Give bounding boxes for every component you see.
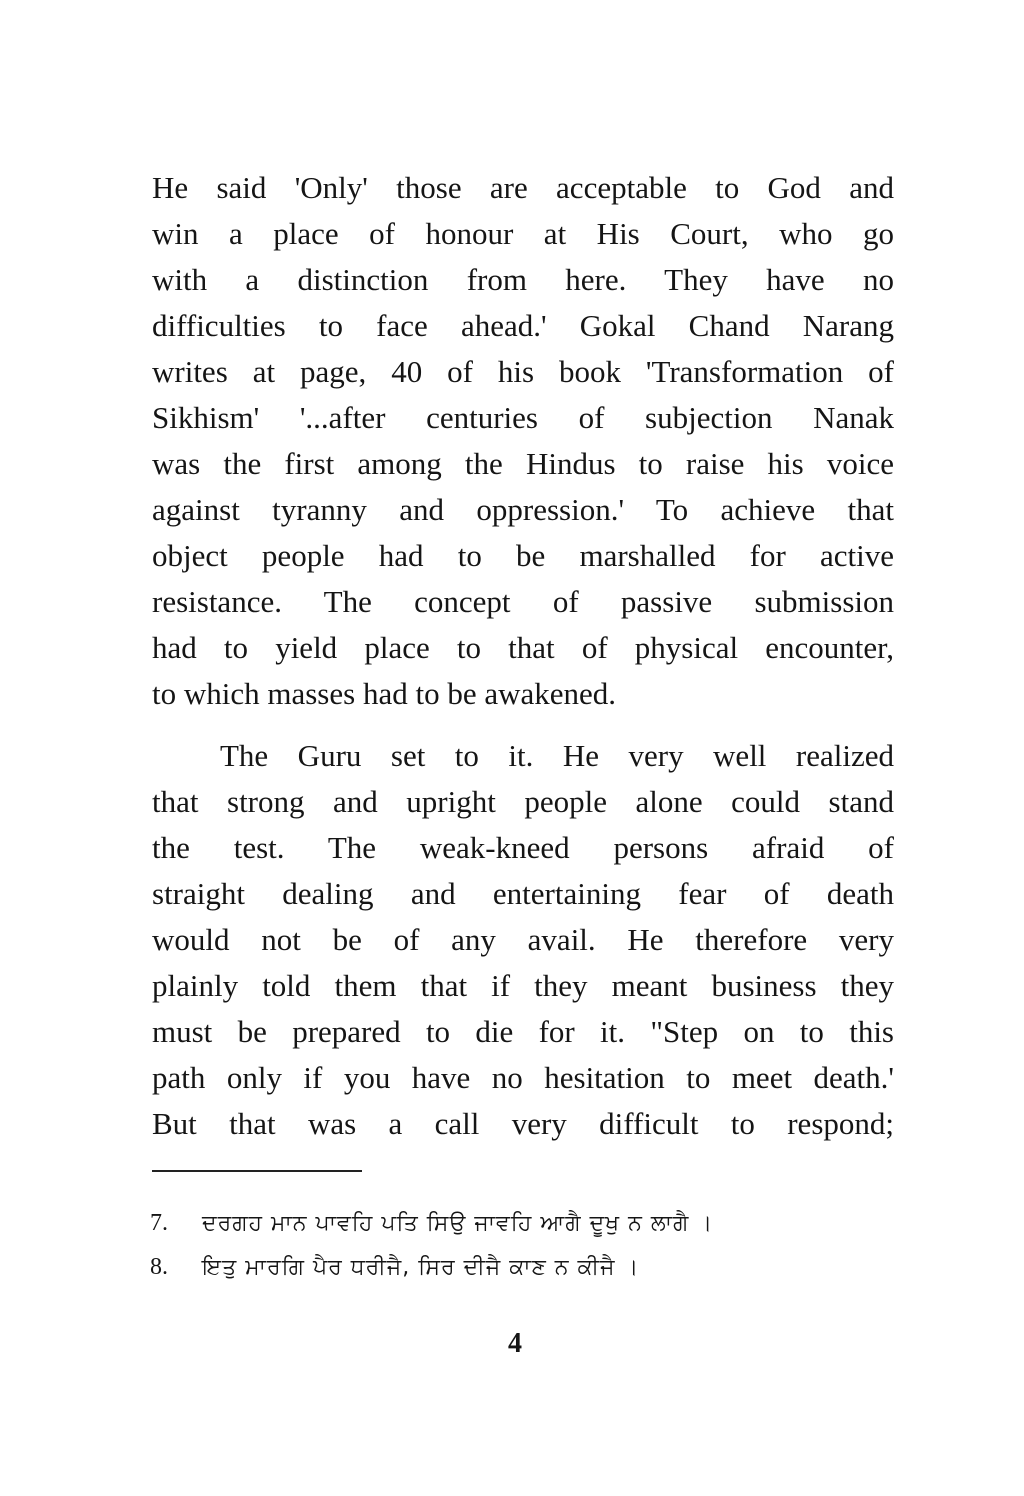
- text-line: win a place of honour at His Court, who go: [152, 216, 894, 251]
- footnote-text: ਦਰਗਹ ਮਾਨ ਪਾਵਹਿ ਪਤਿ ਸਿਉ ਜਾਵਹਿ ਆਗੈ ਦੂਖੁ ਨ ਲਾਗੈ ।: [202, 1211, 714, 1236]
- footnote-8: [150, 1247, 830, 1287]
- text-line: the test. The weak-kneed persons afraid of: [152, 830, 894, 865]
- text-line: with a distinction from here. They have no: [152, 262, 894, 297]
- text-line: straight dealing and entertaining fear of death: [152, 876, 894, 911]
- footnote-number: 7.: [150, 1210, 168, 1236]
- text-line: against tyranny and oppression.' To achieve that: [152, 492, 894, 527]
- footnote-7: [150, 1203, 830, 1243]
- page-number: 4: [508, 1328, 522, 1359]
- text-line: object people had to be marshalled for active: [152, 538, 894, 573]
- footnote-text: ਇਤੁ ਮਾਰਗਿ ਪੈਰ ਧਰੀਜੈ, ਸਿਰ ਦੀਜੈ ਕਾਣ ਨ ਕੀਜੈ ।: [202, 1255, 640, 1280]
- text-line: was the first among the Hindus to raise his voice: [152, 446, 894, 481]
- text-line: had to yield place to that of physical encounter,: [152, 630, 894, 665]
- text-line: to which masses had to be awakened.: [152, 676, 617, 711]
- paragraph-1: [152, 165, 894, 717]
- text-line: resistance. The concept of passive submission: [152, 584, 894, 619]
- text-line: plainly told them that if they meant business they: [152, 968, 894, 1003]
- text-line: writes at page, 40 of his book 'Transformation of: [152, 354, 894, 389]
- text-line: The Guru set to it. He very well realized: [220, 738, 894, 773]
- text-line: But that was a call very difficult to respond;: [152, 1106, 894, 1141]
- text-line: He said 'Only' those are acceptable to God and: [152, 170, 894, 205]
- paragraph-2: [152, 733, 894, 1147]
- text-line: Sikhism' '...after centuries of subjection Nanak: [152, 400, 894, 435]
- text-line: would not be of any avail. He therefore very: [152, 922, 894, 957]
- footnote-divider: [152, 1170, 362, 1172]
- text-line: difficulties to face ahead.' Gokal Chand Narang: [152, 308, 894, 343]
- text-line: path only if you have no hesitation to meet death.': [152, 1060, 894, 1095]
- text-line: must be prepared to die for it. "Step on to this: [152, 1014, 894, 1049]
- text-line: that strong and upright people alone could stand: [152, 784, 894, 819]
- footnote-number: 8.: [150, 1254, 168, 1280]
